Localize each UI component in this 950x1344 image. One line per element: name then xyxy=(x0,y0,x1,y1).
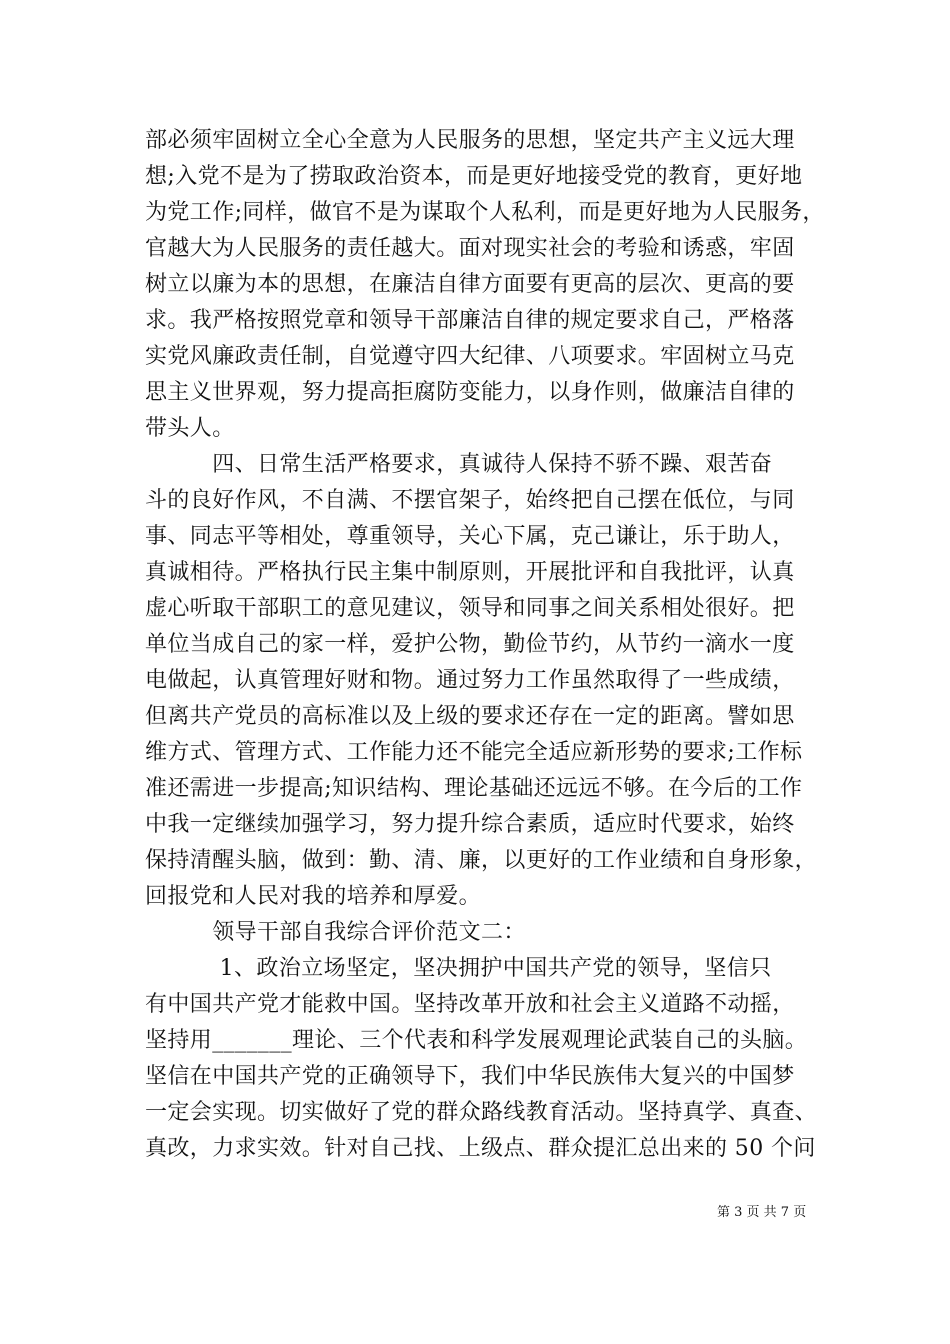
text-line-9: 带头人。 xyxy=(145,416,235,441)
text-line-24: 1、政治立场坚定，坚决拥护中国共产党的领导，坚信只 xyxy=(145,956,772,981)
text-line-10: 四、日常生活严格要求，真诚待人保持不骄不躁、艰苦奋 xyxy=(145,452,773,477)
text-line-18: 维方式、管理方式、工作能力还不能完全适应新形势的要求;工作标 xyxy=(145,740,803,765)
text-line-8: 思主义世界观，努力提高拒腐防变能力，以身作则，做廉洁自律的 xyxy=(145,380,795,405)
text-line-23: 领导干部自我综合评价范文二： xyxy=(145,920,526,945)
page-number-footer: 第 3 页 共 7 页 xyxy=(717,1205,807,1220)
text-line-26: 坚持用_______理论、三个代表和科学发展观理论武装自己的头脑。 xyxy=(145,1028,808,1053)
text-line-27: 坚信在中国共产党的正确领导下，我们中华民族伟大复兴的中国梦 xyxy=(145,1064,795,1089)
text-line-15: 单位当成自己的家一样，爱护公物，勤俭节约，从节约一滴水一度 xyxy=(145,632,795,657)
text-line-7: 实党风廉政责任制，自觉遵守四大纪律、八项要求。牢固树立马克 xyxy=(145,344,795,369)
text-line-25: 有中国共产党才能救中国。坚持改革开放和社会主义道路不动摇， xyxy=(145,992,795,1017)
text-line-21: 保持清醒头脑，做到：勤、清、廉，以更好的工作业绩和自身形象， xyxy=(145,848,818,873)
text-line-4: 官越大为人民服务的责任越大。面对现实社会的考验和诱惑，牢固 xyxy=(145,236,795,261)
text-line-2: 想;入党不是为了捞取政治资本，而是更好地接受党的教育，更好地 xyxy=(145,164,803,189)
text-line-16: 电做起，认真管理好财和物。通过努力工作虽然取得了一些成绩， xyxy=(145,668,795,693)
text-line-1: 部必须牢固树立全心全意为人民服务的思想，坚定共产主义远大理 xyxy=(145,128,795,153)
text-line-19: 准还需进一步提高;知识结构、理论基础还远远不够。在今后的工作 xyxy=(145,776,803,801)
text-line-6: 求。我严格按照党章和领导干部廉洁自律的规定要求自己，严格落 xyxy=(145,308,795,333)
text-line-17: 但离共产党员的高标准以及上级的要求还存在一定的距离。譬如思 xyxy=(145,704,795,729)
text-line-14: 虚心听取干部职工的意见建议，领导和同事之间关系相处很好。把 xyxy=(145,596,795,621)
text-line-11: 斗的良好作风，不自满、不摆官架子，始终把自己摆在低位，与同 xyxy=(145,488,795,513)
text-line-22: 回报党和人民对我的培养和厚爱。 xyxy=(145,884,482,909)
text-line-3: 为党工作;同样，做官不是为谋取个人私利，而是更好地为人民服务， xyxy=(145,200,825,225)
text-line-28: 一定会实现。切实做好了党的群众路线教育活动。坚持真学、真查、 xyxy=(145,1100,818,1125)
text-line-29: 真改，力求实效。针对自己找、上级点、群众提汇总出来的 50 个问 xyxy=(145,1136,816,1161)
text-line-5: 树立以廉为本的思想，在廉洁自律方面要有更高的层次、更高的要 xyxy=(145,272,795,297)
text-line-12: 事、同志平等相处，尊重领导，关心下属，克己谦让，乐于助人， xyxy=(145,524,795,549)
text-line-20: 中我一定继续加强学习，努力提升综合素质，适应时代要求，始终 xyxy=(145,812,795,837)
text-line-13: 真诚相待。严格执行民主集中制原则，开展批评和自我批评，认真 xyxy=(145,560,795,585)
